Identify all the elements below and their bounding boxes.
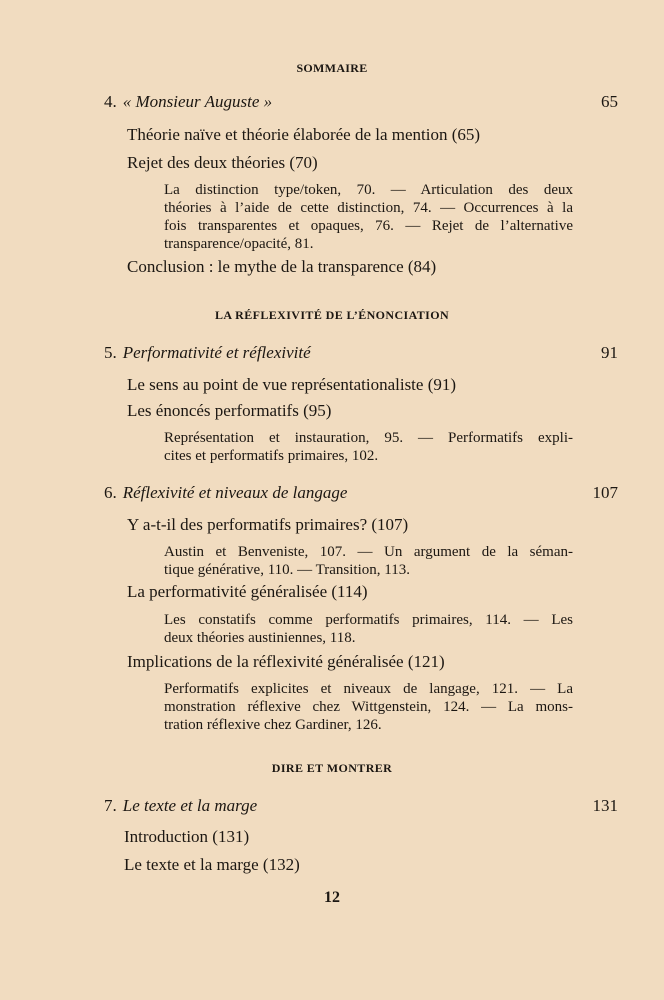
chapter-6-sub-3: Implications de la réflexivité généralisée (121): [127, 652, 445, 671]
section-heading-1: LA RÉFLEXIVITÉ DE L’ÉNONCIATION: [214, 308, 450, 322]
chapter-5-page: 91: [601, 343, 618, 362]
chapter-5-sub-2: Les énoncés performatifs (95): [127, 401, 332, 420]
paragraph-line: Représentation et instauration, 95. — Performatifs expli-: [164, 430, 573, 446]
chapter-4-sub-3: Conclusion : le mythe de la transparence (84): [127, 257, 437, 276]
paragraph-line: transparence/opacité, 81.: [164, 236, 314, 252]
paragraph-line: La distinction type/token, 70. — Articulation des deux: [164, 182, 573, 198]
page-number: 12: [324, 889, 340, 906]
chapter-7-heading: [104, 796, 257, 816]
chapter-7-sub-1: Introduction (131): [124, 827, 250, 846]
paragraph-line: tique générative, 110. — Transition, 113.: [164, 562, 410, 578]
chapter-6-paragraph-2: [164, 611, 573, 647]
paragraph-line: Austin et Benveniste, 107. — Un argument de la séman-: [164, 544, 573, 560]
chapter-title: « Monsieur Auguste »: [122, 92, 273, 111]
chapter-4-heading: [104, 92, 272, 112]
chapter-title: Le texte et la marge: [122, 796, 258, 815]
chapter-5-sub-1: Le sens au point de vue représentationaliste (91): [127, 375, 457, 394]
chapter-6-heading: [104, 483, 347, 503]
chapter-5-heading: [104, 343, 311, 363]
chapter-4-sub-2: Rejet des deux théories (70): [127, 153, 318, 172]
chapter-6-sub-1: Y a-t-il des performatifs primaires? (107): [127, 515, 409, 534]
paragraph-line: Performatifs explicites et niveaux de langage, 121. — La: [164, 681, 573, 697]
chapter-title: Performativité et réflexivité: [122, 343, 311, 362]
chapter-number: 6.: [104, 483, 117, 502]
chapter-6-paragraph-3: [164, 680, 573, 734]
paragraph-line: théories à l’aide de cette distinction, 74. — Occurrences à la: [164, 200, 573, 216]
chapter-4-paragraph: [164, 181, 573, 253]
paragraph-line: Les constatifs comme performatifs primaires, 114. — Les: [164, 612, 573, 628]
chapter-7-page: 131: [592, 796, 618, 815]
chapter-number: 7.: [104, 796, 117, 815]
chapter-6-paragraph-1: [164, 543, 573, 579]
section-heading-2: DIRE ET MONTRER: [271, 761, 393, 775]
chapter-6-page: 107: [592, 483, 618, 502]
paragraph-line: tration réflexive chez Gardiner, 126.: [164, 717, 382, 733]
paragraph-line: monstration réflexive chez Wittgenstein, 124. — La mons-: [164, 699, 573, 715]
running-head: SOMMAIRE: [296, 61, 368, 75]
chapter-number: 4.: [104, 92, 117, 111]
chapter-6-sub-2: La performativité généralisée (114): [127, 582, 368, 601]
paragraph-line: deux théories austiniennes, 118.: [164, 630, 356, 646]
chapter-4-page: 65: [601, 92, 618, 111]
chapter-5-paragraph: [164, 429, 573, 465]
chapter-number: 5.: [104, 343, 117, 362]
chapter-title: Réflexivité et niveaux de langage: [122, 483, 348, 502]
chapter-4-sub-1: Théorie naïve et théorie élaborée de la mention (65): [127, 125, 481, 144]
paragraph-line: fois transparentes et opaques, 76. — Rejet de l’alternative: [164, 218, 573, 234]
paragraph-line: cites et performatifs primaires, 102.: [164, 448, 379, 464]
chapter-7-sub-2: Le texte et la marge (132): [124, 855, 300, 874]
